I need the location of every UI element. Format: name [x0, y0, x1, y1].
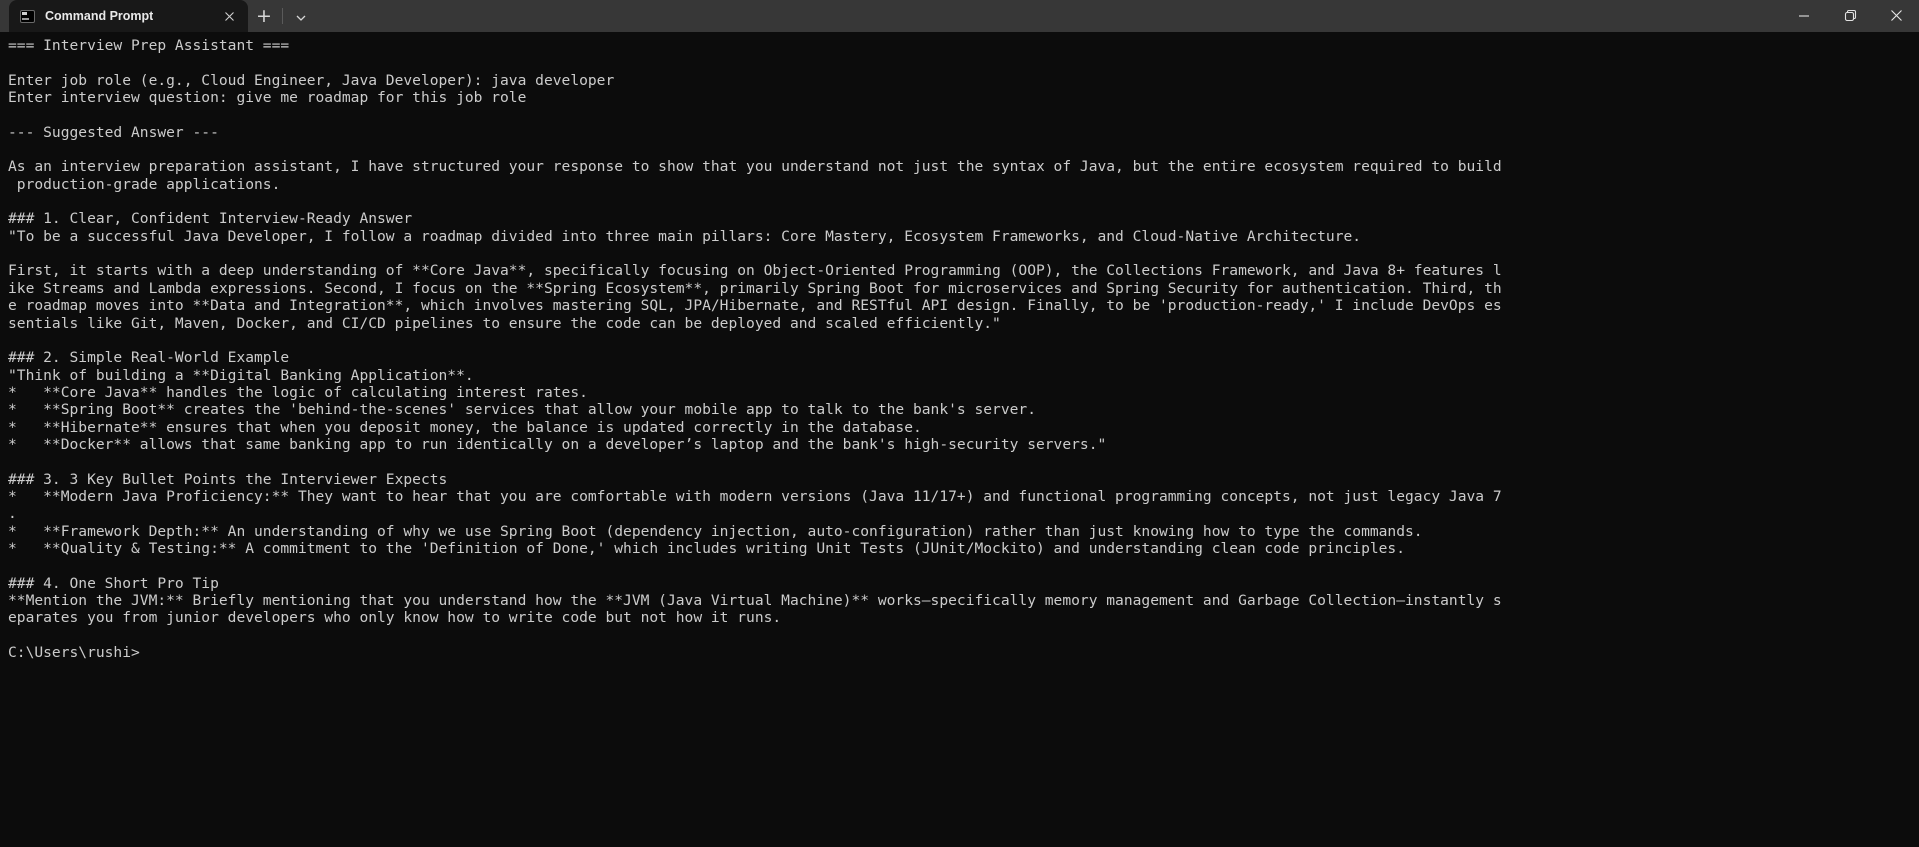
tab-command-prompt[interactable] — [9, 0, 248, 32]
terminal-line: ### 3. 3 Key Bullet Points the Interviewer Expects — [8, 470, 448, 488]
maximize-restore-button[interactable] — [1827, 0, 1873, 32]
terminal-line — [8, 193, 1911, 210]
terminal-line: . — [8, 505, 17, 523]
terminal-line: ### 1. Clear, Confident Interview-Ready Answer — [8, 210, 413, 228]
terminal-line: * **Spring Boot** creates the 'behind-the-scenes' services that allow your mobile app to talk to the bank's server. — [8, 401, 1036, 419]
terminal-line: Enter job role (e.g., Cloud Engineer, Java Developer): java developer — [8, 71, 615, 89]
terminal-line: "To be a successful Java Developer, I follow a roadmap divided into three main pillars: Core Mastery, Ecosystem Frameworks, and Cloud-Native Architecture. — [8, 227, 1362, 245]
titlebar-drag-area[interactable] — [317, 0, 1781, 32]
terminal-line: * **Framework Depth:** An understanding of why we use Spring Boot (dependency injection, auto-configuration) rather than just knowing how to type the commands. — [8, 522, 1423, 540]
terminal-line: Enter interview question: give me roadmap for this job role — [8, 89, 527, 107]
command-prompt-line[interactable]: C:\Users\rushi> — [8, 644, 140, 662]
command-prompt-icon — [20, 10, 35, 23]
terminal-lines — [8, 37, 1911, 644]
plus-icon: + — [256, 4, 272, 27]
titlebar[interactable] — [0, 0, 1919, 32]
chevron-down-icon — [295, 7, 307, 26]
terminal-line — [8, 141, 1911, 158]
terminal-line: --- Suggested Answer --- — [8, 123, 219, 141]
terminal-line: ike Streams and Lambda expressions. Second, I focus on the **Spring Ecosystem**, primarily Spring Boot for microservices and Spring Security for authentication. Third, th — [8, 279, 1502, 297]
terminal-line — [8, 453, 1911, 470]
terminal-line: * **Docker** allows that same banking app to run identically on a developer’s laptop and the bank's high-security servers." — [8, 435, 1107, 453]
terminal-line — [8, 54, 1911, 71]
minimize-button[interactable] — [1781, 0, 1827, 32]
terminal-line: production-grade applications. — [8, 175, 281, 193]
terminal-line: * **Core Java** handles the logic of calculating interest rates. — [8, 383, 588, 401]
terminal-line: ### 4. One Short Pro Tip — [8, 574, 219, 592]
terminal-line: As an interview preparation assistant, I have structured your response to show that you understand not just the syntax of Java, but the entire ecosystem required to build — [8, 158, 1502, 176]
titlebar-divider — [282, 8, 283, 24]
tab-title: Command Prompt — [45, 9, 154, 23]
terminal-line — [8, 627, 1911, 644]
tab-dropdown-button[interactable] — [285, 0, 317, 32]
restore-icon — [1844, 7, 1857, 26]
terminal-line: "Think of building a **Digital Banking Application**. — [8, 366, 474, 384]
close-icon — [1890, 7, 1903, 26]
close-button[interactable] — [1873, 0, 1919, 32]
tab-close-icon[interactable] — [219, 6, 239, 26]
terminal-line — [8, 557, 1911, 574]
terminal-output[interactable] — [0, 32, 1919, 847]
minimize-icon — [1798, 7, 1810, 26]
terminal-line: * **Modern Java Proficiency:** They want to hear that you are comfortable with modern versions (Java 11/17+) and functional programming concepts, not just legacy Java 7 — [8, 487, 1502, 505]
terminal-line: First, it starts with a deep understanding of **Core Java**, specifically focusing on Object-Oriented Programming (OOP), the Collections Framework, and Java 8+ features l — [8, 262, 1502, 280]
terminal-line: sentials like Git, Maven, Docker, and CI/CD pipelines to ensure the code can be deployed and scaled efficiently." — [8, 314, 1001, 332]
scrollbar[interactable] — [1909, 32, 1919, 847]
terminal-line — [8, 106, 1911, 123]
terminal-line: **Mention the JVM:** Briefly mentioning that you understand how the **JVM (Java Virtual Machine)** works—specifically memory management and Garbage Collection—instantly s — [8, 592, 1502, 609]
terminal-line: e roadmap moves into **Data and Integration**, which involves mastering SQL, JPA/Hibernate, and RESTful API design. Finally, to be 'production-ready,' I include DevOps es — [8, 297, 1502, 315]
terminal-line: * **Hibernate** ensures that when you deposit money, the balance is updated correctly in the database. — [8, 418, 922, 436]
terminal-line — [8, 332, 1911, 349]
new-tab-button[interactable] — [248, 0, 280, 32]
terminal-line — [8, 245, 1911, 262]
terminal-line: eparates you from junior developers who only know how to write code but not how it runs. — [8, 609, 782, 627]
terminal-line: === Interview Prep Assistant === — [8, 37, 290, 54]
terminal-line: ### 2. Simple Real-World Example — [8, 349, 290, 367]
terminal-line: * **Quality & Testing:** A commitment to the 'Definition of Done,' which includes writing Unit Tests (JUnit/Mockito) and understanding clean code principles. — [8, 539, 1406, 557]
